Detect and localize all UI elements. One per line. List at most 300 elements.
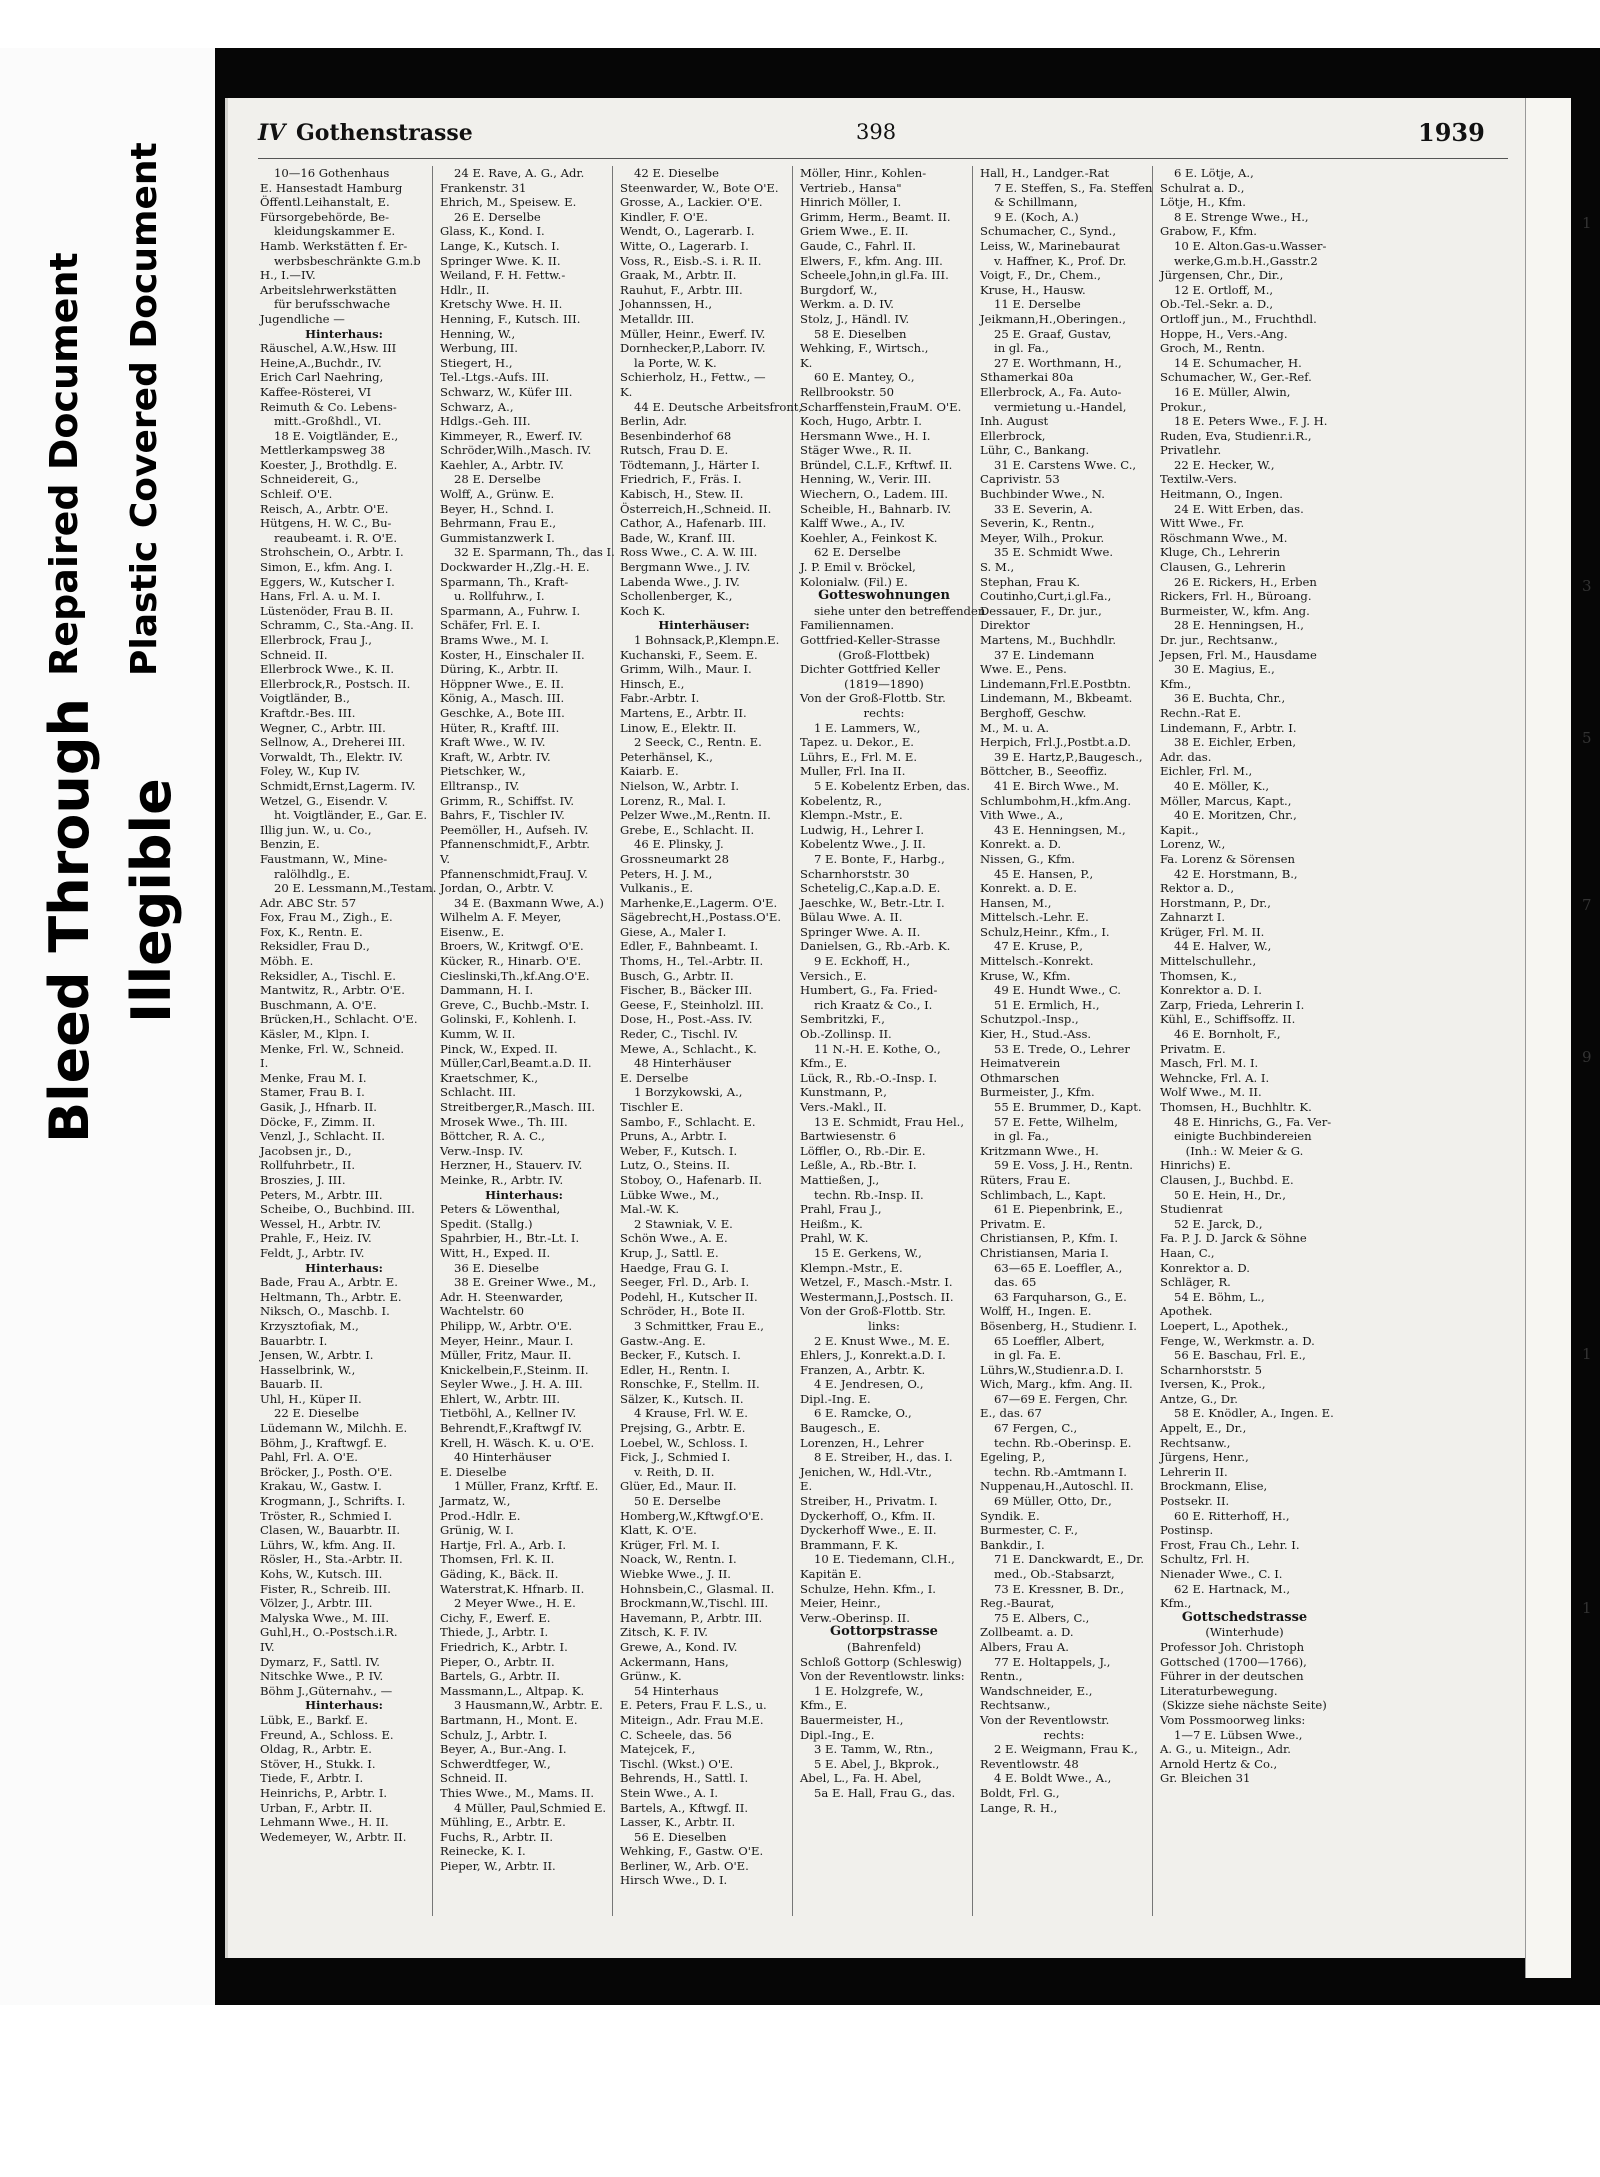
directory-line: Kuchanski, F., Seem. E.	[620, 647, 758, 662]
directory-line: 39 E. Hartz,P.,Baugesch.,	[994, 749, 1143, 764]
directory-line: Benzin, E.	[260, 837, 320, 852]
directory-line: Lindemann,Frl.E.Postbtn.	[980, 676, 1131, 691]
directory-line: Fox, K., Rentn. E.	[260, 924, 363, 939]
directory-line: Rauhut, F., Arbtr. III.	[620, 282, 743, 297]
directory-line: Schneidereit, G.,	[260, 472, 359, 487]
directory-line: ralölhdlg., E.	[274, 866, 351, 881]
directory-line: la Porte, W. K.	[634, 355, 717, 370]
directory-line: Freund, A., Schloss. E.	[260, 1727, 394, 1742]
directory-line: Reventlowstr. 48	[980, 1756, 1079, 1771]
directory-line: 20 E. Lessmann,M.,Testam.	[274, 881, 437, 896]
directory-line: Schlumbohm,H.,kfm.Ang.	[980, 793, 1132, 808]
directory-line: Nitschke Wwe., P. IV.	[260, 1669, 384, 1684]
directory-line: 11 E. Derselbe	[994, 297, 1081, 312]
directory-line: Loebel, W., Schloss. I.	[620, 1435, 748, 1450]
directory-line: Lehmann Wwe., H. II.	[260, 1815, 389, 1830]
directory-line: 2 Stawniak, V. E.	[634, 1216, 733, 1231]
directory-line: Schön Wwe., A. E.	[620, 1231, 728, 1246]
directory-line: Gastw.-Ang. E.	[620, 1333, 706, 1348]
directory-line: 32 E. Sparmann, Th., das I.	[454, 545, 615, 560]
directory-line: Scharnhorststr. 5	[1160, 1362, 1263, 1377]
directory-line: Heimatverein	[980, 1056, 1061, 1071]
directory-line: Wehking, F., Gastw. O'E.	[620, 1844, 764, 1859]
directory-line: Dose, H., Post.-Ass. IV.	[620, 1012, 753, 1027]
directory-line: Edler, H., Rentn. I.	[620, 1362, 731, 1377]
directory-column-1	[256, 166, 437, 1916]
directory-line: Groch, M., Rentn.	[1160, 341, 1265, 356]
directory-line: Sellnow, A., Dreherei III.	[260, 735, 406, 750]
directory-line: Wetzel, G., Eisendr. V.	[260, 793, 388, 808]
directory-line: 48 E. Hinrichs, G., Fa. Ver-	[1174, 1114, 1332, 1129]
directory-line: 63—65 E. Loeffler, A.,	[994, 1260, 1123, 1275]
directory-line: 5a E. Hall, Frau G., das.	[814, 1785, 956, 1800]
next-page-margin-numbers	[1582, 98, 1600, 1978]
directory-line: Feldt, J., Arbtr. IV.	[260, 1245, 365, 1260]
directory-line: Podehl, H., Kutscher II.	[620, 1289, 758, 1304]
directory-line: Giese, A., Maler I.	[620, 924, 727, 939]
directory-line: Cathor, A., Hafenarb. III.	[620, 516, 767, 531]
directory-line: Pieper, O., Arbtr. II.	[440, 1654, 555, 1669]
directory-line: Schulz,Heinr., Kfm., I.	[980, 924, 1110, 939]
directory-line: K.	[800, 355, 813, 370]
directory-line: Oldag, R., Arbtr. E.	[260, 1742, 372, 1757]
directory-line: Mittelschullehr.,	[1160, 954, 1257, 969]
directory-line: Bade, W., Kranf. III.	[620, 530, 736, 545]
directory-line: Seeger, Frl. D., Arb. I.	[620, 1275, 750, 1290]
directory-line: Kalff Wwe., A., IV.	[800, 516, 905, 531]
directory-line: Heinrichs, P., Arbtr. I.	[260, 1785, 388, 1800]
directory-line: 62 E. Derselbe	[814, 545, 901, 560]
directory-line: Grewe, A., Kond. IV.	[620, 1639, 738, 1654]
directory-line: 10—16 Gothenhaus	[274, 166, 390, 180]
directory-line: Käsler, M., Klpn. I.	[260, 1027, 370, 1042]
directory-line: Tischl. (Wkst.) O'E.	[620, 1756, 734, 1771]
directory-line: Herpich, Frl.J.,Postbt.a.D.	[980, 735, 1131, 750]
directory-line: Guhl,H., O.-Postsch.i.R.	[260, 1625, 398, 1640]
directory-line: Krüger, Frl. M. II.	[1160, 924, 1265, 939]
directory-line: Hinterhaus:	[485, 1187, 563, 1202]
directory-line: Scheele,John,in gl.Fa. III.	[800, 268, 949, 283]
directory-line: Witt, H., Exped. II.	[440, 1245, 551, 1260]
directory-line: Stamer, Frau B. I.	[260, 1085, 365, 1100]
directory-line: Dornhecker,P.,Laborr. IV.	[620, 341, 766, 356]
directory-line: Grosse, A., Lackier. O'E.	[620, 195, 763, 210]
directory-line: techn. Rb.-Insp. II.	[814, 1187, 924, 1202]
directory-line: rechts:	[1043, 1727, 1085, 1742]
directory-line: Sparmann, A., Fuhrw. I.	[440, 603, 581, 618]
directory-line: Vom Possmoorweg links:	[1160, 1712, 1306, 1727]
directory-line: Ortloff jun., M., Fruchthdl.	[1160, 311, 1317, 326]
directory-line: Heitmann, O., Ingen.	[1160, 487, 1283, 502]
directory-line: Sembritzki, F.,	[800, 1012, 885, 1027]
margin-number: 1	[1582, 1345, 1592, 1363]
directory-line: Malyska Wwe., M. III.	[260, 1610, 390, 1625]
directory-line: 67 Fergen, C.,	[994, 1421, 1078, 1436]
directory-line: Wedemeyer, W., Arbtr. II.	[260, 1829, 407, 1844]
directory-line: Verw.-Oberinsp. II.	[800, 1610, 910, 1625]
directory-line: Burmester, C. F.,	[980, 1523, 1078, 1538]
directory-line: Düring, K., Arbtr. II.	[440, 662, 559, 677]
directory-line: Wendt, O., Lagerarb. I.	[620, 224, 755, 239]
directory-line: Frankenstr. 31	[440, 180, 527, 195]
directory-line: für berufsschwache	[274, 297, 391, 312]
directory-line: Hartje, Frl. A., Arb. I.	[440, 1537, 567, 1552]
directory-line: E. Hansestadt Hamburg	[260, 180, 403, 195]
directory-line: Gottschedstrasse	[1181, 1609, 1308, 1625]
directory-line: in gl. Fa. E.	[994, 1348, 1062, 1363]
directory-line: u. Rollfuhrw., I.	[454, 589, 545, 604]
directory-line: Scheible, H., Bahnarb. IV.	[800, 501, 952, 516]
directory-line: 42 E. Dieselbe	[634, 166, 719, 180]
directory-line: Stolz, J., Händl. IV.	[800, 311, 910, 326]
directory-line: Adr. das.	[1160, 749, 1212, 764]
directory-line: 11 N.-H. E. Kothe, O.,	[814, 1041, 941, 1056]
directory-line: Lange, R. H.,	[980, 1800, 1058, 1815]
directory-line: Vith Wwe., A.,	[980, 808, 1064, 823]
directory-line: Mantwitz, R., Arbtr. O'E.	[260, 983, 405, 998]
directory-line: Jugendliche —	[260, 311, 345, 326]
directory-line: Beyer, H., Schnd. I.	[440, 501, 555, 516]
directory-line: Tiede, F., Arbtr. I.	[260, 1771, 364, 1786]
directory-line: Iversen, K., Prok.,	[1160, 1377, 1266, 1392]
directory-line: Schierholz, H., Fettw., —	[620, 370, 766, 385]
directory-line: A. G., u. Miteign., Adr.	[1160, 1742, 1291, 1757]
directory-line: 60 E. Mantey, O.,	[814, 370, 915, 385]
directory-line: 22 E. Hecker, W.,	[1174, 457, 1275, 472]
directory-line: Hinrichs) E.	[1160, 1158, 1231, 1173]
directory-line: Tödtemann, J., Härter I.	[620, 457, 760, 472]
directory-line: Hinterhäuser:	[658, 618, 750, 633]
directory-line: Gummistanzwerk I.	[440, 530, 555, 545]
directory-line: 40 E. Moritzen, Chr.,	[1174, 808, 1297, 823]
directory-line: Müller,Carl,Beamt.a.D. II.	[440, 1056, 592, 1071]
directory-line: Böttcher, B., Seeoffiz.	[980, 764, 1108, 779]
directory-line: Ellerbrock, A., Fa. Auto-	[980, 384, 1122, 399]
directory-line: Rentn.,	[980, 1669, 1023, 1684]
directory-line: Professor Joh. Christoph	[1160, 1639, 1305, 1654]
directory-line: Glüer, Ed., Maur. II.	[620, 1479, 737, 1494]
directory-line: Kraetschmer, K.,	[440, 1070, 539, 1085]
directory-line: Illig jun. W., u. Co.,	[260, 822, 372, 837]
directory-line: Lutz, O., Steins. II.	[620, 1158, 730, 1173]
directory-line: Wetzel, F., Masch.-Mstr. I.	[800, 1275, 953, 1290]
directory-line: 52 E. Jarck, D.,	[1174, 1216, 1263, 1231]
directory-line: Matejcek, F.,	[620, 1742, 696, 1757]
directory-column-3	[616, 166, 803, 1916]
directory-line: Strohschein, O., Arbtr. I.	[260, 545, 404, 560]
directory-line: 26 E. Rickers, H., Erben	[1174, 574, 1317, 589]
directory-line: Gr. Bleichen 31	[1160, 1771, 1251, 1786]
directory-line: Marhenke,E.,Lagerm. O'E.	[620, 895, 778, 910]
directory-line: Pfannenschmidt,FrauJ. V.	[440, 866, 588, 881]
directory-line: Krell, H. Wäsch. K. u. O'E.	[440, 1435, 595, 1450]
directory-line: Heine,A.,Buchdr., IV.	[260, 355, 382, 370]
directory-line: Hoppe, H., Vers.-Ang.	[1160, 326, 1288, 341]
directory-line: Schneid. II.	[440, 1771, 508, 1786]
directory-line: Böttcher, R. A. C.,	[440, 1129, 545, 1144]
directory-line: 18 E. Voigtländer, E.,	[274, 428, 399, 443]
directory-line: Vorwaldt, Th., Elektr. IV.	[260, 749, 404, 764]
directory-line: Kretschy Wwe. H. II.	[440, 297, 563, 312]
directory-line: Berghoff, Geschw.	[980, 705, 1087, 720]
directory-line: Christiansen, Maria I.	[980, 1245, 1109, 1260]
directory-line: Schulz, J., Arbtr. I.	[440, 1727, 548, 1742]
directory-line: 1 Borzykowski, A.,	[634, 1085, 743, 1100]
directory-line: Baugesch., E.	[800, 1421, 881, 1436]
directory-line: Reinecke, K. I.	[440, 1844, 526, 1859]
directory-line: Voss, R., Eisb.-S. i. R. II.	[620, 253, 762, 268]
directory-line: Hirsch Wwe., D. I.	[620, 1873, 728, 1888]
directory-line: E. Peters, Frau F. L.S., u.	[620, 1698, 767, 1713]
directory-line: Homberg,W.,Kftwgf.O'E.	[620, 1508, 764, 1523]
directory-line: 63 Farquharson, G., E.	[994, 1289, 1127, 1304]
directory-line: 44 E. Halver, W.,	[1174, 939, 1272, 954]
directory-line: Scharnhorststr. 30	[800, 866, 910, 881]
directory-line: Erich Carl Naehring,	[260, 370, 384, 385]
directory-line: Vers.-Makl., II.	[800, 1100, 887, 1114]
directory-line: Kolonialw. (Fil.) E.	[800, 574, 908, 589]
directory-line: Reder, C., Tischl. IV.	[620, 1027, 739, 1042]
directory-line: Kaffee-Rösterei, VI	[260, 384, 372, 399]
directory-line: Schulze, Hehn. Kfm., I.	[800, 1581, 936, 1596]
directory-line: Jordan, O., Arbtr. V.	[440, 881, 554, 896]
directory-line: 1 E. Lammers, W.,	[814, 720, 921, 735]
directory-line: Müller, Heinr., Ewerf. IV.	[620, 326, 766, 341]
directory-line: Ross Wwe., C. A. W. III.	[620, 545, 758, 560]
directory-line: 45 E. Hansen, P.,	[994, 866, 1094, 881]
directory-line: Kier, H., Stud.-Ass.	[980, 1027, 1092, 1042]
directory-line: Sägebrecht,H.,Postass.O'E.	[620, 910, 782, 925]
directory-line: Lührs,W.,Studienr.a.D. I.	[980, 1362, 1124, 1377]
directory-line: E. Derselbe	[620, 1070, 689, 1085]
directory-line: Busch, G., Arbtr. II.	[620, 968, 734, 983]
directory-line: Rektor a. D.,	[1160, 881, 1235, 896]
directory-line: 3 E. Tamm, W., Rtn.,	[814, 1742, 934, 1757]
directory-line: Behrendt,F.,Kraftwgf IV.	[440, 1421, 583, 1436]
directory-line: Gotteswohnungen	[818, 588, 950, 604]
directory-line: Gaude, C., Fahrl. II.	[800, 238, 916, 253]
directory-line: Kraft Wwe., W. IV.	[440, 735, 546, 750]
directory-line: Linow, E., Elektr. II.	[620, 720, 737, 735]
directory-line: 51 E. Ermlich, H.,	[994, 997, 1100, 1012]
directory-line: Bartels, G., Arbtr. II.	[440, 1669, 560, 1684]
directory-line: 58 E. Dieselben	[814, 326, 907, 341]
directory-line: Konrekt. a. D. E.	[980, 881, 1077, 896]
directory-line: Privatm. E.	[1160, 1041, 1226, 1056]
directory-line: Schumacher, W., Ger.-Ref.	[1160, 370, 1312, 385]
directory-line: Muller, Frl. Ina II.	[800, 764, 906, 779]
directory-line: Franzen, A., Arbtr. K.	[800, 1362, 926, 1377]
directory-line: Hinterhaus:	[305, 326, 383, 341]
directory-line: Jepsen, Frl. M., Hausdame	[1160, 647, 1317, 662]
directory-line: Rollfuhrbetr., II.	[260, 1158, 356, 1173]
directory-line: Hans, Frl. A. u. M. I.	[260, 589, 381, 604]
directory-line: Rechtsanw.,	[980, 1698, 1051, 1713]
directory-line: 1—7 E. Lübsen Wwe.,	[1174, 1727, 1303, 1742]
directory-line: Hansen, M.,	[980, 895, 1052, 910]
directory-line: Wilhelm A. F. Meyer,	[440, 910, 562, 925]
directory-line: Grimm, Wilh., Maur. I.	[620, 662, 752, 677]
directory-line: Koehler, A., Feinkost K.	[800, 530, 938, 545]
directory-line: Broers, W., Kritwgf. O'E.	[440, 939, 584, 954]
directory-line: Dyckerhoff Wwe., E. II.	[800, 1523, 937, 1538]
directory-line: Martens, M., Buchhdlr.	[980, 633, 1117, 647]
directory-line: Pieper, W., Arbtr. II.	[440, 1858, 556, 1873]
directory-column-4	[796, 166, 986, 1916]
directory-line: 26 E. Derselbe	[454, 209, 541, 224]
directory-line: Abel, L., Fa. H. Abel,	[800, 1771, 922, 1786]
directory-line: Schollenberger, K.,	[620, 589, 733, 604]
directory-line: Konrektor a. D. I.	[1160, 983, 1262, 998]
directory-line: med., Ob.-Stabsarzt,	[994, 1567, 1115, 1581]
directory-line: Zollbeamt. a. D.	[980, 1625, 1074, 1640]
directory-line: Brams Wwe., M. I.	[440, 633, 549, 647]
directory-line: 28 E. Henningsen, H.,	[1174, 618, 1304, 633]
directory-line: Literaturbewegung.	[1160, 1683, 1278, 1698]
directory-line: Stöver, H., Stukk. I.	[260, 1756, 376, 1771]
directory-line: Schläger, R.	[1160, 1275, 1231, 1290]
directory-line: Jeikmann,H.,Oberingen.,	[980, 311, 1126, 326]
directory-line: J. P. Emil v. Bröckel,	[800, 560, 916, 575]
directory-line: Ehlert, W., Arbtr. III.	[440, 1391, 561, 1406]
directory-line: 61 E. Piepenbrink, E.,	[994, 1202, 1123, 1217]
directory-line: mitt.-Großhdl., VI.	[274, 414, 382, 429]
directory-line: Dr. jur., Rechtsanw.,	[1160, 633, 1278, 647]
directory-line: K.	[620, 384, 633, 399]
directory-line: Privatlehr.	[1160, 443, 1222, 458]
directory-line: Hütgens, H. W. C., Bu-	[260, 516, 392, 531]
directory-line: Fuchs, R., Arbtr. II.	[440, 1829, 554, 1844]
directory-line: 50 E. Hein, H., Dr.,	[1174, 1187, 1286, 1202]
directory-line: Krüger, Frl. M. I.	[620, 1537, 720, 1552]
directory-line: Gottorpstrasse	[830, 1624, 938, 1640]
directory-line: Koester, J., Brothdlg. E.	[260, 457, 398, 472]
directory-line: 40 Hinterhäuser	[454, 1450, 551, 1465]
directory-line: Kobelentz Wwe., J. II.	[800, 837, 926, 852]
directory-line: 35 E. Schmidt Wwe.	[994, 545, 1114, 560]
directory-line: 50 E. Derselbe	[634, 1494, 721, 1509]
directory-line: Prahle, F., Heiz. IV.	[260, 1231, 372, 1246]
directory-line: Egeling, P.,	[980, 1450, 1046, 1465]
directory-line: 13 E. Schmidt, Frau Hel.,	[814, 1114, 965, 1129]
directory-line: Havemann, P., Arbtr. III.	[620, 1610, 763, 1625]
directory-line: 56 E. Baschau, Frl. E.,	[1174, 1348, 1306, 1363]
directory-line: werke,G.m.b.H.,Gasstr.2	[1174, 253, 1318, 268]
directory-line: Fister, R., Schreib. III.	[260, 1581, 391, 1596]
bottom-margin	[0, 2005, 1600, 2177]
directory-line: Sambo, F., Schlacht. E.	[620, 1114, 756, 1129]
directory-line: Von der Groß-Flottb. Str.	[800, 1304, 946, 1319]
directory-line: Hinrich Möller, I.	[800, 195, 902, 210]
directory-line: Lehrerin II.	[1160, 1464, 1228, 1479]
directory-line: Prahl, Frau J.,	[800, 1202, 882, 1217]
directory-line: 59 E. Voss, J. H., Rentn.	[994, 1158, 1133, 1173]
directory-line: 7 E. Steffen, S., Fa. Steffen	[994, 180, 1153, 195]
directory-line: 4 Müller, Paul,Schmied E.	[454, 1800, 607, 1815]
directory-line: Jensen, W., Arbtr. I.	[260, 1348, 374, 1363]
directory-line: (Skizze siehe nächste Seite)	[1162, 1698, 1327, 1713]
directory-line: 8 E. Strenge Wwe., H.,	[1174, 209, 1309, 224]
directory-line: Vertrieb., Hansa"	[800, 180, 902, 195]
directory-line: Von der Reventlowstr.	[980, 1712, 1110, 1727]
directory-line: v. Reith, D. II.	[634, 1464, 715, 1479]
page-number: 398	[856, 120, 897, 144]
directory-line: Schäfer, Frl. E. I.	[440, 618, 541, 633]
directory-line: Appelt, E., Dr.,	[1160, 1421, 1247, 1436]
directory-line: 38 E. Eichler, Erben,	[1174, 735, 1297, 750]
directory-line: Möller, Marcus, Kapt.,	[1160, 793, 1292, 808]
directory-line: Kunstmann, P.,	[800, 1085, 887, 1100]
directory-line: Bauermeister, H.,	[800, 1712, 904, 1727]
directory-line: Christiansen, P., Kfm. I.	[980, 1231, 1119, 1246]
directory-line: 8 E. Streiber, H., das. I.	[814, 1450, 953, 1465]
directory-line: Mittelsch.-Konrekt.	[980, 954, 1094, 969]
directory-line: Rüters, Frau E.	[980, 1172, 1071, 1187]
directory-line: Brockmann,W.,Tischl. III.	[620, 1596, 769, 1611]
directory-column-2	[436, 166, 613, 1916]
directory-line: Konrektor a. D.	[1160, 1260, 1250, 1275]
directory-line: Grimm, R., Schiffst. IV.	[440, 793, 575, 808]
directory-line: 37 E. Lindemann	[994, 647, 1095, 662]
directory-line: techn. Rb.-Oberinsp. E.	[994, 1435, 1132, 1450]
directory-line: Lindemann, F., Arbtr. I.	[1160, 720, 1297, 735]
directory-line: Stoboy, O., Hafenarb. II.	[620, 1172, 762, 1187]
directory-line: Thomsen, Frl. K. II.	[440, 1552, 555, 1567]
directory-line: Meier, Heinr.,	[800, 1596, 881, 1611]
directory-line: Leßle, A., Rb.-Btr. I.	[800, 1158, 917, 1173]
directory-line: Kapitän E.	[800, 1567, 862, 1581]
directory-line: Fa. P. J. D. Jarck & Söhne	[1160, 1231, 1307, 1246]
directory-line: Griem Wwe., E. II.	[800, 224, 909, 239]
directory-line: Witt Wwe., Fr.	[1160, 516, 1245, 531]
directory-line: Kimmeyer, R., Ewerf. IV.	[440, 428, 583, 443]
directory-line: Caprivistr. 53	[980, 472, 1060, 487]
directory-line: Dymarz, F., Sattl. IV.	[260, 1654, 380, 1669]
directory-line: Burmeister, W., kfm. Ang.	[1160, 603, 1310, 618]
directory-line: 10 E. Alton.Gas-u.Wasser-	[1174, 238, 1327, 253]
directory-line: Peters, M., Arbtr. III.	[260, 1187, 383, 1202]
directory-line: Wachtelstr. 60	[440, 1304, 525, 1319]
directory-line: 67—69 E. Fergen, Chr.	[994, 1391, 1128, 1406]
directory-line: 27 E. Worthmann, H.,	[994, 355, 1122, 370]
directory-line: Coutinho,Curt,i.gl.Fa.,	[980, 589, 1112, 604]
directory-line: Adr. ABC Str. 57	[260, 895, 357, 910]
directory-line: Textilw.-Vers.	[1160, 472, 1237, 487]
directory-line: Schramm, C., Sta.-Ang. II.	[260, 618, 414, 633]
directory-line: 33 E. Severin, A.	[994, 501, 1093, 516]
directory-line: 24 E. Witt Erben, das.	[1174, 501, 1304, 516]
directory-line: 55 E. Brummer, D., Kapt.	[994, 1100, 1142, 1114]
directory-line: Lorenzen, H., Lehrer	[800, 1435, 924, 1450]
directory-line: Röschmann Wwe., M.	[1160, 530, 1288, 545]
directory-line: 14 E. Schumacher, H.	[1174, 355, 1302, 370]
directory-line: Golinski, F., Kohlenh. I.	[440, 1012, 577, 1027]
directory-line: Lüdemann W., Milchh. E.	[260, 1421, 408, 1436]
directory-line: Grünig, W. I.	[440, 1523, 514, 1538]
directory-line: Kraft, W., Arbtr. IV.	[440, 749, 551, 764]
directory-line: 6 E. Ramcke, O.,	[814, 1406, 912, 1421]
directory-line: v. Haffner, K., Prof. Dr.	[994, 253, 1127, 268]
label-strip	[0, 48, 215, 2005]
directory-line: 9 E. (Koch, A.)	[994, 209, 1079, 224]
directory-line: M., M. u. A.	[980, 720, 1050, 735]
directory-line: werbsbeschränkte G.m.b	[274, 253, 421, 268]
directory-line: Grabow, F., Kfm.	[1160, 224, 1257, 239]
directory-line: Wolf Wwe., M. II.	[1160, 1085, 1262, 1100]
directory-line: 43 E. Henningsen, M.,	[994, 822, 1126, 837]
directory-line: Albers, Frau A.	[980, 1639, 1069, 1654]
directory-line: Bankdir., I.	[980, 1537, 1045, 1552]
